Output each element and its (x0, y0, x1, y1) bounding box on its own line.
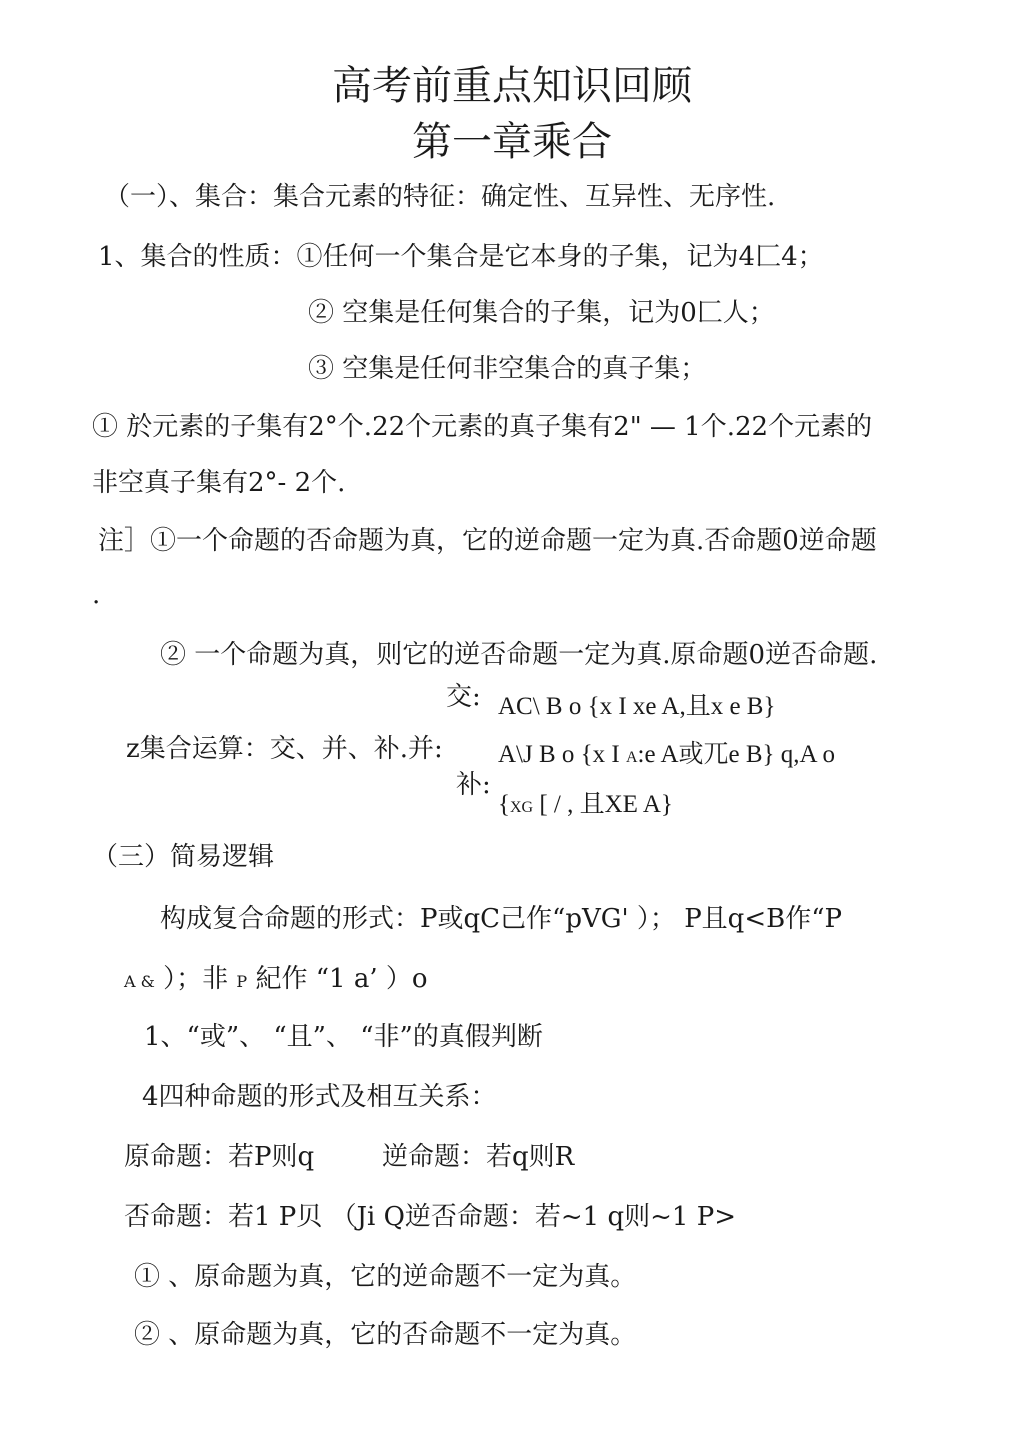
ops-union-formula (498, 738, 835, 775)
ops-intersect-label: 交: (446, 682, 481, 712)
relation-2: ② 、原命题为真，它的否命题不一定为真。 (134, 1320, 637, 1350)
four-forms-line: 4四种命题的形式及相互关系： (142, 1082, 497, 1112)
compound-line-2-small-b: P (236, 972, 248, 991)
ops-label: z集合运算：交、并、补.并: (126, 734, 443, 764)
ops-complement-formula (498, 788, 673, 825)
section-1-heading: （一）、集合：集合元素的特征：确定性、互异性、无序性. (104, 182, 776, 212)
inverse-line: 否命题：若1 P贝 （Ji Q逆否命题：若~1 q则~1 P> (124, 1202, 736, 1232)
original-proposition: 原命题：若P则q (124, 1142, 315, 1172)
chapter-title: 第一章乘合 (412, 119, 612, 165)
note-line-2: . (92, 580, 101, 610)
ops-union-formula-part-a: A\J B o {x I (498, 741, 626, 768)
ops-complement-label: 补: (456, 770, 491, 800)
document-title: 高考前重点知识回顾 (332, 63, 692, 109)
ops-union-formula-part-b: :e A或兀e B} q,A o (637, 741, 835, 768)
relation-1: ① 、原命题为真，它的逆命题不一定为真。 (134, 1262, 637, 1292)
note-line-1: 注］①一个命题的否命题为真，它的逆命题一定为真.否命题0逆命题 (98, 526, 877, 556)
compound-line-2-part-b: 紀作 “1 a’ ）o (247, 964, 428, 994)
ops-union-formula-small: A (625, 749, 638, 766)
set-property-1: 1、集合的性质：①任何一个集合是它本身的子集，记为4匚4； (98, 242, 824, 272)
compound-line-2 (124, 962, 428, 999)
set-property-3: ③ 空集是任何非空集合的真子集； (308, 354, 707, 384)
ops-complement-formula-small: XG (510, 799, 534, 816)
truth-judgement-line: 1、“或”、 “且”、 “非”的真假判断 (144, 1022, 543, 1052)
ops-complement-formula-part-b: [ / , 且XE A} (533, 791, 673, 818)
section-3-heading: （三）简易逻辑 (92, 842, 275, 872)
note-2: ② 一个命题为真，则它的逆否命题一定为真.原命题0逆否命题. (160, 640, 878, 670)
ops-intersect-formula: AC\ B o {x I xe A,且x e B} (498, 693, 776, 720)
subset-count-line-2: 非空真子集有2°- 2个. (92, 468, 346, 498)
converse-proposition: 逆命题：若q则R (382, 1142, 575, 1172)
compound-line-2-part-a: ）；非 (154, 964, 237, 994)
set-property-2: ② 空集是任何集合的子集，记为0匚人； (308, 298, 775, 328)
ops-complement-formula-part-a: { (498, 791, 510, 818)
compound-line-1: 构成复合命题的形式：P或qC己作“pVG' ）； P且q<B作“P (160, 904, 843, 934)
compound-line-2-small-a: A & (124, 972, 155, 991)
subset-count-line-1: ① 於元素的子集有2°个.22个元素的真子集有2" — 1个.22个元素的 (92, 412, 873, 442)
